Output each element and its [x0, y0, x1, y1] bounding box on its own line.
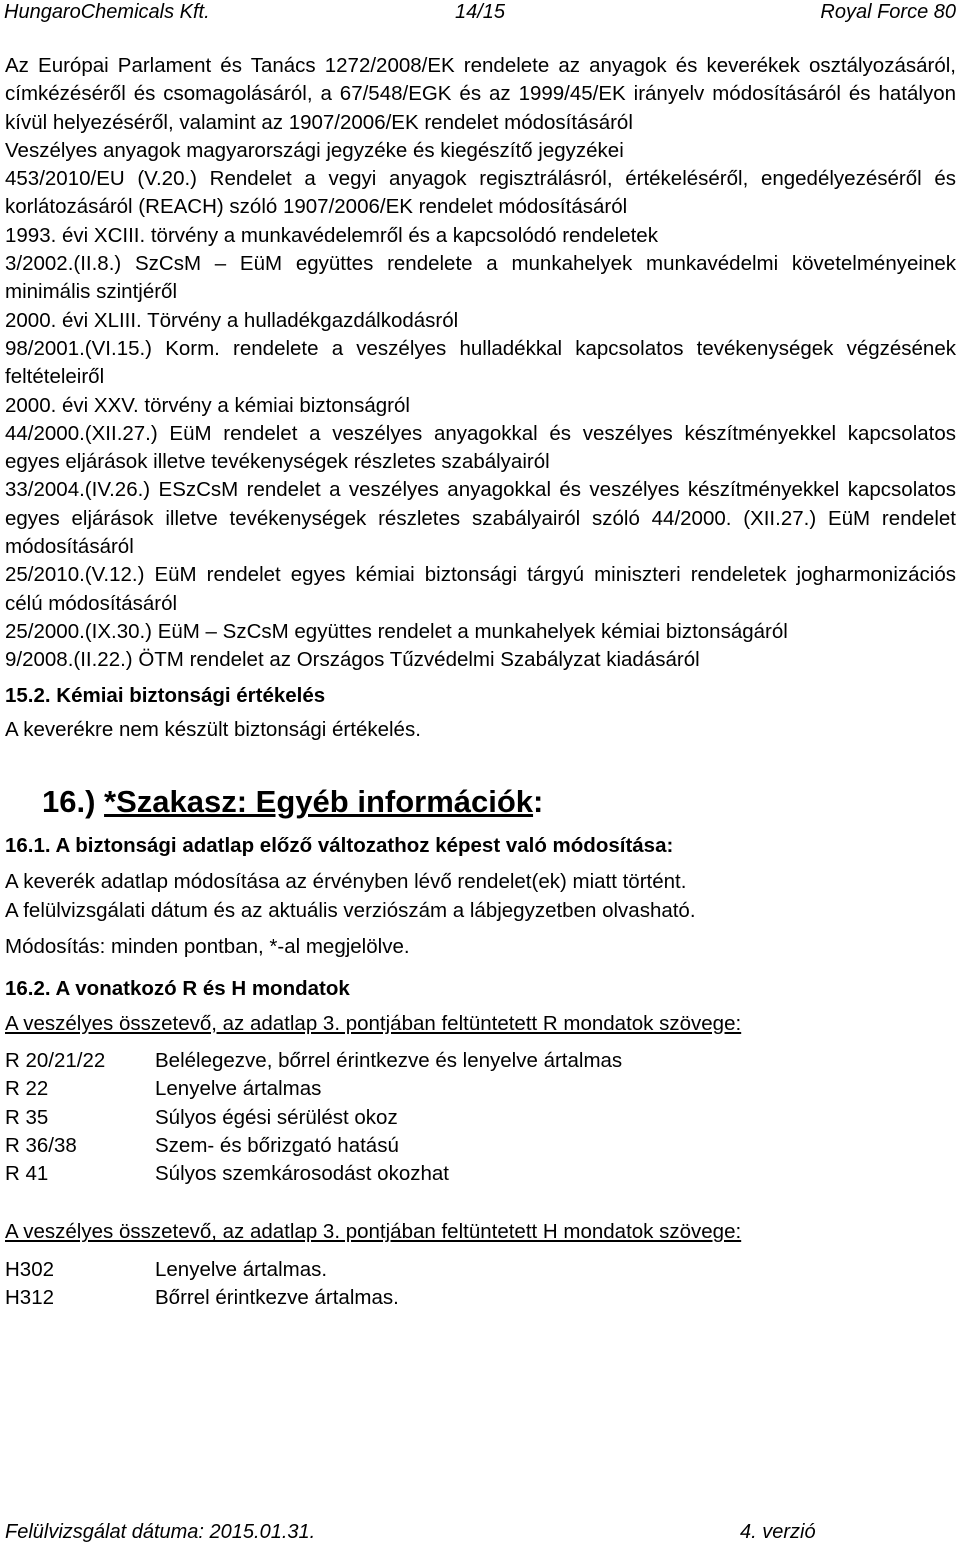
h-phrases-table — [5, 1256, 956, 1313]
section-16-heading: *Szakasz: Egyéb információk — [104, 784, 534, 820]
page-header — [4, 0, 956, 24]
regulation-item: 1993. évi XCIII. törvény a munkavédelemről és a kapcsolódó rendeletek — [5, 223, 658, 247]
r-phrase-code: R 35 — [5, 1105, 49, 1129]
page-footer — [5, 1520, 956, 1544]
section-15-2-heading: 15.2. Kémiai biztonsági értékelés — [5, 683, 326, 707]
regulation-item: 98/2001.(VI.15.) Korm. rendelete a veszélyes hulladékkal kapcsolatos tevékenységek végzésének feltételeiről — [5, 336, 956, 389]
regulation-item: Veszélyes anyagok magyarországi jegyzéke és kiegészítő jegyzékei — [5, 138, 624, 162]
h-phrase-code: H302 — [5, 1257, 55, 1281]
section-16-1-line: A felülvizsgálati dátum és az aktuális verziószám a lábjegyzetben olvasható. — [5, 898, 696, 922]
h-phrase-code: H312 — [5, 1285, 55, 1309]
regulation-item: 33/2004.(IV.26.) ESzCsM rendelet a veszélyes anyagokkal és veszélyes készítményekkel kapcsolatos egyes eljárások illetve tevékenységek részletes szabályairól szóló 44/2000. (XII.27.) EüM rendelet módosításáról — [5, 478, 956, 559]
h-phrase-text: Lenyelve ártalmas. — [155, 1257, 328, 1281]
company-name: HungaroChemicals Kft. — [4, 1, 210, 23]
r-phrase-text: Szem- és bőrizgató hatású — [155, 1133, 399, 1157]
r-phrase-text: Súlyos égési sérülést okoz — [155, 1105, 398, 1129]
r-phrase-text: Belélegezve, bőrrel érintkezve és lenyelve ártalmas — [155, 1048, 623, 1072]
regulation-item: 25/2010.(V.12.) EüM rendelet egyes kémiai biztonsági tárgyú miniszteri rendeletek jogharmonizációs célú módosításáról — [5, 563, 956, 615]
review-date: Felülvizsgálat dátuma: 2015.01.31. — [5, 1521, 316, 1543]
section-16-number: 16.) — [42, 784, 96, 820]
section-16-1-heading: 16.1. A biztonsági adatlap előző változathoz képest való módosítása: — [5, 834, 674, 858]
regulation-item: 44/2000.(XII.27.) EüM rendelet a veszélyes anyagokkal és veszélyes készítményekkel kapcsolatos egyes eljárások illetve tevékenységek részletes szabályairól — [5, 421, 956, 474]
r-phrase-code: R 36/38 — [5, 1133, 77, 1157]
section-16-1-line: A keverék adatlap módosítása az érvényben lévő rendelet(ek) miatt történt. — [5, 870, 687, 894]
regulation-item: 2000. évi XLIII. Törvény a hulladékgazdálkodásról — [5, 308, 459, 332]
section-16-2-heading: 16.2. A vonatkozó R és H mondatok — [5, 977, 350, 1001]
r-phrases-table — [5, 1047, 956, 1188]
h-phrases-intro: A veszélyes összetevő, az adatlap 3. pontjában feltüntetett H mondatok szövege: — [5, 1220, 742, 1244]
section-15-2-text: A keverékre nem készült biztonsági értékelés. — [5, 717, 421, 741]
regulation-item: 25/2000.(IX.30.) EüM – SzCsM együttes rendelet a munkahelyek kémiai biztonságáról — [5, 619, 788, 643]
r-phrase-text: Lenyelve ártalmas — [155, 1077, 322, 1101]
r-phrase-text: Súlyos szemkárosodást okozhat — [155, 1162, 449, 1186]
document-body — [5, 52, 956, 1312]
regulation-item: 9/2008.(II.22.) ÖTM rendelet az Országos Tűzvédelmi Szabályzat kiadásáról — [5, 648, 700, 672]
h-phrase-text: Bőrrel érintkezve ártalmas. — [155, 1285, 399, 1309]
regulation-list — [5, 52, 956, 675]
r-phrase-code: R 41 — [5, 1162, 49, 1186]
section-16-colon: : — [533, 784, 544, 820]
r-phrases-intro: A veszélyes összetevő, az adatlap 3. pontjában feltüntetett R mondatok szövege: — [5, 1011, 742, 1035]
r-phrase-code: R 22 — [5, 1077, 49, 1101]
regulation-item: 453/2010/EU (V.20.) Rendelet a vegyi anyagok regisztrálásról, értékeléséről, engedélyezéséről és korlátozásáról (REACH) szóló 1907/2006/EK rendelet módosításáról — [5, 167, 956, 219]
r-phrase-code: R 20/21/22 — [5, 1048, 106, 1072]
product-name: Royal Force 80 — [820, 1, 956, 23]
section-16-1-line: Módosítás: minden pontban, *-al megjelölve. — [5, 935, 410, 959]
page-number: 14/15 — [454, 1, 506, 23]
regulation-item: 3/2002.(II.8.) SzCsM – EüM együttes rendelete a munkahelyek munkavédelmi követelményeinek minimális szintjéről — [5, 252, 956, 304]
section-16-title — [5, 782, 956, 822]
regulation-item: 2000. évi XXV. törvény a kémiai biztonságról — [5, 393, 410, 417]
version-label: 4. verzió — [740, 1521, 816, 1543]
regulation-item: Az Európai Parlament és Tanács 1272/2008/EK rendelete az anyagok és keverékek osztályozásáról, címkézéséről és csomagolásáról, a 67/548/EGK és az 1999/45/EK irányelv módosításáról és hatályon kívül helyezéséről, valamint az 1907/2006/EK rendelet módosításáról — [5, 54, 956, 134]
